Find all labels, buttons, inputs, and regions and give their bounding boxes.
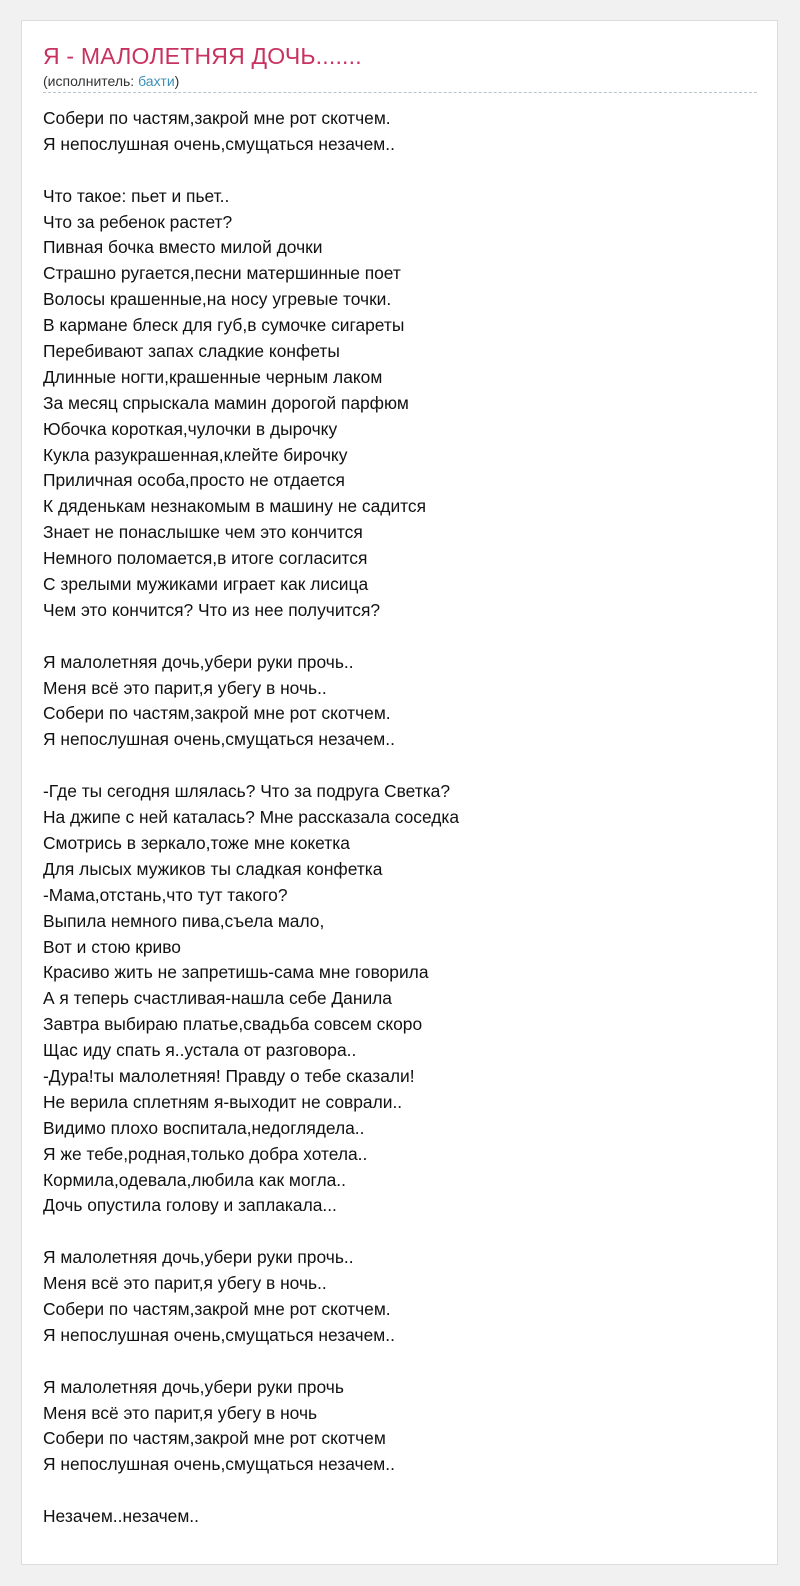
lyric-line: Собери по частям,закрой мне рот скотчем. [43, 108, 391, 128]
lyric-line: Длинные ногти,крашенные черным лаком [43, 366, 383, 387]
lyric-line: Я непослушная очень,смущаться незачем.. [43, 1454, 395, 1475]
lyric-line: А я теперь счастливая-нашла себе Данила [43, 988, 392, 1009]
lyric-line: К дяденькам незнакомым в машину не садится [43, 496, 427, 517]
lyric-blank-line [43, 624, 757, 650]
lyric-line: Смотрись в зеркало,тоже мне кокетка [43, 832, 350, 853]
lyric-line: Выпила немного пива,съела мало, [43, 910, 325, 931]
lyric-line: -Дура!ты малолетняя! Правду о тебе сказали! [43, 1065, 415, 1086]
lyric-line: Перебивают запах сладкие конфеты [43, 341, 340, 362]
lyric-blank-line [43, 158, 757, 184]
lyric-line: Юбочка короткая,чулочки в дырочку [43, 418, 338, 439]
lyric-line: -Где ты сегодня шлялась? Что за подруга Светка? [43, 781, 451, 802]
lyric-line: Немного поломается,в итоге согласится [43, 548, 368, 569]
lyric-blank-line [43, 753, 757, 779]
performer-suffix: ) [174, 73, 180, 89]
lyric-line: Щас иду спать я..устала от разговора.. [43, 1040, 357, 1061]
lyric-line: Я малолетняя дочь,убери руки прочь.. [43, 1247, 354, 1268]
lyric-line: Что такое: пьет и пьет.. [43, 185, 230, 206]
lyric-line: За месяц спрыскала мамин дорогой парфюм [43, 392, 409, 413]
lyric-blank-line [43, 1349, 757, 1375]
lyric-line: Знает не понаслышке чем это кончится [43, 522, 363, 543]
lyric-line: Что за ребенок растет? [43, 211, 233, 232]
lyric-line: Дочь опустила голову и заплакала... [43, 1195, 337, 1216]
title-divider [43, 92, 757, 93]
lyric-blank-line [43, 1478, 757, 1504]
lyric-line: Меня всё это парит,я убегу в ночь.. [43, 1273, 327, 1294]
lyric-line: Волосы крашенные,на носу угревые точки. [43, 289, 392, 310]
lyric-line: Для лысых мужиков ты сладкая конфетка [43, 858, 383, 879]
lyric-line: Завтра выбираю платье,свадьба совсем скоро [43, 1014, 423, 1035]
lyric-line: Красиво жить не запретишь-сама мне говорила [43, 962, 429, 983]
lyric-line: Видимо плохо воспитала,недоглядела.. [43, 1117, 365, 1138]
lyric-line: Собери по частям,закрой мне рот скотчем. [43, 703, 391, 724]
performer-link[interactable]: бахти [138, 73, 175, 89]
lyric-line: Кукла разукрашенная,клейте бирочку [43, 444, 348, 465]
lyric-blank-line [43, 1219, 757, 1245]
lyric-line: Страшно ругается,песни матершинные поет [43, 263, 401, 284]
lyric-line: Вот и стою криво [43, 936, 181, 957]
lyric-line: На джипе с ней каталась? Мне рассказала соседка [43, 807, 460, 828]
lyric-line: Я же тебе,родная,только добра хотела.. [43, 1143, 368, 1164]
performer-line [43, 73, 179, 89]
song-title: Я - МАЛОЛЕТНЯЯ ДОЧЬ....... [43, 43, 362, 69]
lyric-line: Пивная бочка вместо милой дочки [43, 237, 323, 258]
lyric-line: Я малолетняя дочь,убери руки прочь [43, 1376, 344, 1397]
lyric-line: Собери по частям,закрой мне рот скотчем [43, 1428, 386, 1449]
lyric-line: Я непослушная очень,смущаться незачем.. [43, 729, 395, 750]
performer-prefix: (исполнитель: [43, 73, 139, 89]
lyric-line: Собери по частям,закрой мне рот скотчем. [43, 1298, 391, 1319]
lyric-line: Меня всё это парит,я убегу в ночь.. [43, 677, 327, 698]
lyric-line: Я непослушная очень,смущаться незачем.. [43, 1324, 395, 1345]
lyric-line: Не верила сплетням я-выходит не соврали.. [43, 1091, 403, 1112]
lyric-line: -Мама,отстань,что тут такого? [43, 884, 288, 905]
lyric-line: Меня всё это парит,я убегу в ночь [43, 1402, 318, 1423]
lyric-line: Чем это кончится? Что из нее получится? [43, 599, 381, 620]
lyrics-text [43, 106, 757, 1530]
lyric-line: Я малолетняя дочь,убери руки прочь.. [43, 651, 354, 672]
lyric-line: Я непослушная очень,смущаться незачем.. [43, 133, 395, 154]
lyric-line: Незачем..незачем.. [43, 1506, 199, 1527]
lyric-line: Приличная особа,просто не отдается [43, 470, 345, 491]
lyrics-card [21, 20, 778, 1565]
lyric-line: В кармане блеск для губ,в сумочке сигареты [43, 315, 405, 336]
lyric-line: С зрелыми мужиками играет как лисица [43, 574, 369, 595]
lyric-line: Кормила,одевала,любила как могла.. [43, 1169, 346, 1190]
